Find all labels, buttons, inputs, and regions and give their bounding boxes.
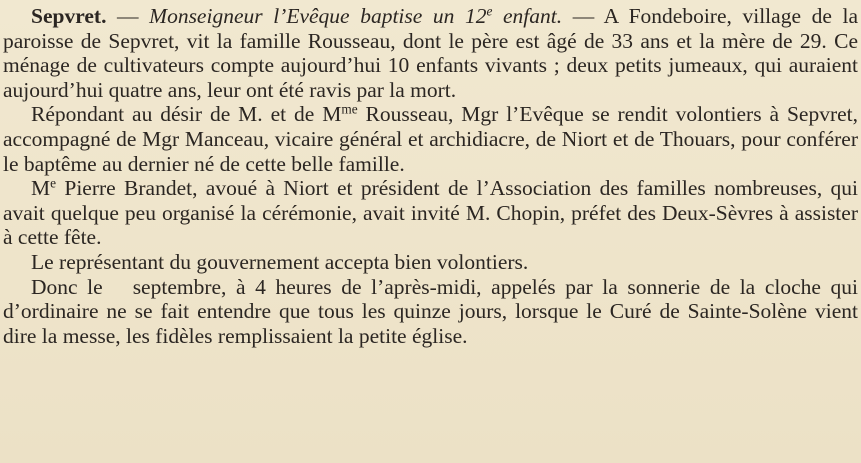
paragraph-3-rest: Pierre Brandet, avoué à Niort et président de l’Association des familles nombreuses, qui avait quelque peu organisé la cérémonie, avait invité M. Chopin, préfet des Deux-Sèvres à assister à cette fête. <box>3 176 858 250</box>
paragraph-1 <box>3 4 858 102</box>
paragraph-3 <box>3 176 858 250</box>
article-place-title: Sepvret. <box>31 4 107 28</box>
paragraph-1-text: — A Fondeboire, village de la paroisse de Sepvret, vit la famille Rousseau, dont le père est âgé de 33 ans et la mère de 29. Ce ménage de cultivateurs compte aujourd’hui 10 enfants vivants ; deux petits jumeaux, qui auraient aujourd’hui quatre ans, leur ont été ravis par la mort. <box>3 4 858 102</box>
paragraph-2 <box>3 102 858 176</box>
headline-superscript: e <box>486 3 493 19</box>
article-headline <box>149 4 562 28</box>
paragraph-2-start: Répondant au désir de M. et de M <box>31 102 342 127</box>
paragraph-5-start: Donc le <box>31 274 103 299</box>
headline-dash: — <box>106 4 150 28</box>
headline-main: Monseigneur l’Evêque baptise un 12 <box>149 4 487 28</box>
article-body <box>3 4 858 348</box>
paragraph-4: Le représentant du gouvernement accepta bien volontiers. <box>31 249 529 274</box>
paragraph-5 <box>3 275 858 349</box>
paragraph-2-rest: Rousseau, Mgr l’Evêque se rendit volontiers à Sepvret, accompagné de Mgr Manceau, vicaire général et archidiacre, de Niort et de Thouars, pour conférer le baptême au dernier né de cette belle famille. <box>3 102 858 176</box>
paragraph-3-superscript: e <box>50 175 57 191</box>
headline-end: enfant. <box>492 4 563 28</box>
paragraph-3-start: M <box>31 176 51 201</box>
paragraph-5-rest: septembre, à 4 heures de l’après-midi, appelés par la sonnerie de la cloche qui d’ordinaire ne se fait entendre que tous les quinze jours, lorsque le Curé de Sainte-Solène vient dire la messe, les fidèles remplissaient la petite église. <box>3 274 858 348</box>
paragraph-2-superscript: me <box>341 102 358 118</box>
